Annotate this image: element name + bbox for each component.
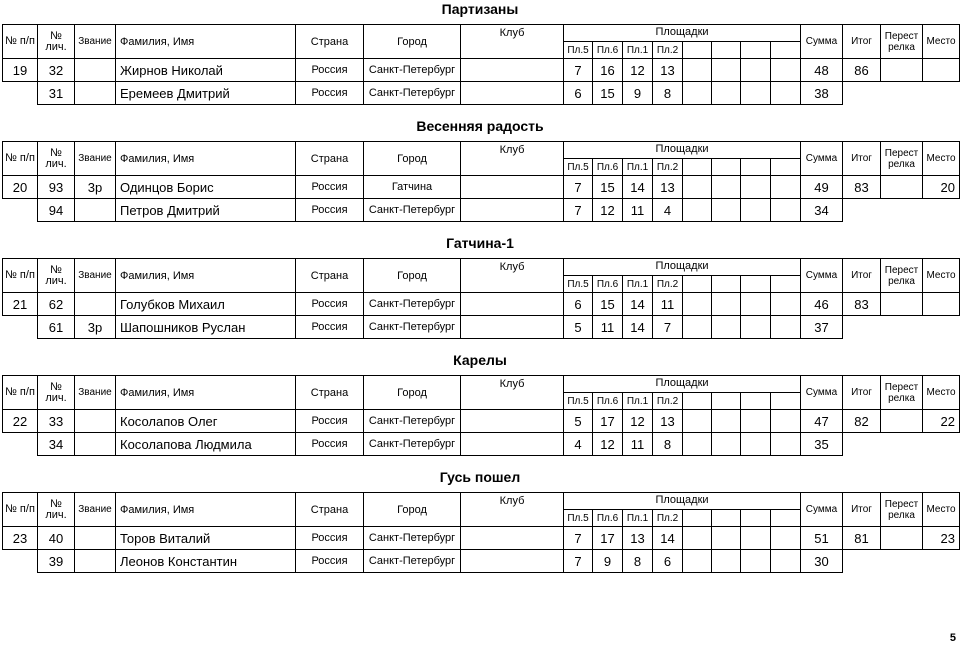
player-city: Санкт-Петербург — [363, 315, 461, 339]
player-score-empty — [740, 315, 771, 339]
col-header-place: Место — [922, 492, 960, 527]
team-total: 81 — [842, 526, 881, 550]
col-header-total: Итог — [842, 492, 881, 527]
player-club — [460, 549, 564, 573]
player-city: Санкт-Петербург — [363, 81, 461, 105]
player-score: 11 — [622, 198, 653, 222]
col-header-platforms: Площадки — [563, 141, 801, 159]
team-index: 22 — [2, 409, 38, 433]
team-index: 20 — [2, 175, 38, 199]
player-score: 16 — [592, 58, 623, 82]
player-score: 12 — [622, 409, 653, 433]
player-score-empty — [682, 58, 712, 82]
player-country: Россия — [295, 549, 364, 573]
player-name: Жирнов Николай — [115, 58, 296, 82]
player-name: Еремеев Дмитрий — [115, 81, 296, 105]
team-title: Весенняя радость — [416, 118, 544, 134]
player-score-empty — [770, 409, 801, 433]
col-header-platform: Пл.2 — [652, 509, 683, 527]
player-rank — [74, 292, 116, 316]
col-header-platform-empty — [682, 158, 712, 176]
player-score: 14 — [622, 292, 653, 316]
player-sum: 48 — [800, 58, 843, 82]
player-city: Санкт-Петербург — [363, 549, 461, 573]
player-rank — [74, 58, 116, 82]
player-club — [460, 58, 564, 82]
player-sum: 47 — [800, 409, 843, 433]
player-score-empty — [740, 198, 771, 222]
player-score-empty — [711, 58, 741, 82]
player-license: 40 — [37, 526, 75, 550]
team-total: 82 — [842, 409, 881, 433]
player-score-empty — [770, 292, 801, 316]
col-header-place: Место — [922, 258, 960, 293]
player-city: Санкт-Петербург — [363, 292, 461, 316]
player-rank: 3р — [74, 175, 116, 199]
player-score-empty — [740, 292, 771, 316]
col-header-platform: Пл.2 — [652, 392, 683, 410]
player-score: 12 — [592, 432, 623, 456]
player-sum: 35 — [800, 432, 843, 456]
col-header-platform: Пл.2 — [652, 275, 683, 293]
player-score: 13 — [652, 58, 683, 82]
player-score-empty — [740, 409, 771, 433]
player-rank — [74, 409, 116, 433]
col-header-platform-empty — [740, 158, 771, 176]
col-header-platform: Пл.1 — [622, 275, 653, 293]
player-score-empty — [711, 198, 741, 222]
player-score-empty — [770, 175, 801, 199]
player-rank — [74, 526, 116, 550]
player-score: 6 — [563, 292, 593, 316]
player-city: Гатчина — [363, 175, 461, 199]
player-sum: 46 — [800, 292, 843, 316]
player-score-empty — [711, 409, 741, 433]
col-header-club: Клуб — [460, 492, 564, 527]
col-header-platforms: Площадки — [563, 258, 801, 276]
col-header-platform-empty — [711, 392, 741, 410]
col-header-platform: Пл.1 — [622, 41, 653, 59]
player-license: 93 — [37, 175, 75, 199]
player-country: Россия — [295, 292, 364, 316]
player-city: Санкт-Петербург — [363, 432, 461, 456]
col-header-platform-empty — [770, 509, 801, 527]
team-table — [0, 488, 960, 582]
player-score: 13 — [622, 526, 653, 550]
col-header-city: Город — [363, 258, 461, 293]
player-sum: 38 — [800, 81, 843, 105]
player-rank: 3р — [74, 315, 116, 339]
player-score-empty — [740, 526, 771, 550]
col-header-platform: Пл.5 — [563, 275, 593, 293]
team-block — [0, 234, 960, 349]
player-score: 8 — [622, 549, 653, 573]
player-license: 31 — [37, 81, 75, 105]
col-header-lic: № лич. — [37, 492, 75, 527]
col-header-country: Страна — [295, 258, 364, 293]
col-header-name: Фамилия, Имя — [115, 492, 296, 527]
team-total: 83 — [842, 175, 881, 199]
player-name: Леонов Константин — [115, 549, 296, 573]
player-rank — [74, 198, 116, 222]
col-header-num: № п/п — [2, 492, 38, 527]
player-sum: 51 — [800, 526, 843, 550]
col-header-platform: Пл.2 — [652, 41, 683, 59]
col-header-rank: Звание — [74, 24, 116, 59]
col-header-platform: Пл.1 — [622, 509, 653, 527]
player-score-empty — [711, 81, 741, 105]
col-header-place: Место — [922, 375, 960, 410]
player-score-empty — [711, 315, 741, 339]
team-place — [922, 292, 960, 316]
col-header-total: Итог — [842, 258, 881, 293]
player-score: 15 — [592, 292, 623, 316]
player-score: 7 — [563, 175, 593, 199]
player-score: 6 — [563, 81, 593, 105]
col-header-platforms: Площадки — [563, 375, 801, 393]
col-header-club: Клуб — [460, 24, 564, 59]
player-score-empty — [682, 409, 712, 433]
team-block — [0, 117, 960, 232]
player-score: 5 — [563, 315, 593, 339]
team-table — [0, 137, 960, 231]
col-header-platform: Пл.5 — [563, 158, 593, 176]
player-name: Косолапова Людмила — [115, 432, 296, 456]
col-header-rank: Звание — [74, 375, 116, 410]
col-header-lic: № лич. — [37, 375, 75, 410]
col-header-name: Фамилия, Имя — [115, 141, 296, 176]
team-title: Партизаны — [441, 1, 519, 17]
col-header-platform-empty — [711, 41, 741, 59]
col-header-sum: Сумма — [800, 375, 843, 410]
team-place — [922, 58, 960, 82]
col-header-place: Место — [922, 141, 960, 176]
player-country: Россия — [295, 58, 364, 82]
col-header-platform-empty — [740, 275, 771, 293]
player-license: 34 — [37, 432, 75, 456]
player-country: Россия — [295, 315, 364, 339]
col-header-name: Фамилия, Имя — [115, 375, 296, 410]
player-score-empty — [682, 432, 712, 456]
col-header-num: № п/п — [2, 141, 38, 176]
player-score: 4 — [652, 198, 683, 222]
col-header-platform-empty — [770, 41, 801, 59]
col-header-platform: Пл.1 — [622, 392, 653, 410]
col-header-club: Клуб — [460, 375, 564, 410]
player-license: 32 — [37, 58, 75, 82]
player-score-empty — [682, 175, 712, 199]
col-header-num: № п/п — [2, 24, 38, 59]
col-header-sum: Сумма — [800, 492, 843, 527]
player-name: Торов Виталий — [115, 526, 296, 550]
player-sum: 34 — [800, 198, 843, 222]
player-club — [460, 409, 564, 433]
player-score-empty — [711, 526, 741, 550]
player-name: Голубков Михаил — [115, 292, 296, 316]
player-name: Петров Дмитрий — [115, 198, 296, 222]
team-total: 83 — [842, 292, 881, 316]
col-header-country: Страна — [295, 24, 364, 59]
player-club — [460, 175, 564, 199]
col-header-platform: Пл.5 — [563, 41, 593, 59]
player-score-empty — [711, 292, 741, 316]
col-header-platform: Пл.5 — [563, 509, 593, 527]
player-score: 6 — [652, 549, 683, 573]
col-header-sum: Сумма — [800, 141, 843, 176]
player-country: Россия — [295, 432, 364, 456]
col-header-platform-empty — [770, 275, 801, 293]
player-score-empty — [711, 432, 741, 456]
col-header-place: Место — [922, 24, 960, 59]
col-header-platform-empty — [770, 392, 801, 410]
player-score-empty — [740, 549, 771, 573]
team-place: 23 — [922, 526, 960, 550]
player-score: 8 — [652, 81, 683, 105]
player-score: 13 — [652, 175, 683, 199]
player-score: 9 — [592, 549, 623, 573]
player-rank — [74, 549, 116, 573]
player-license: 61 — [37, 315, 75, 339]
col-header-platform: Пл.5 — [563, 392, 593, 410]
col-header-name: Фамилия, Имя — [115, 24, 296, 59]
player-score: 7 — [563, 58, 593, 82]
team-place: 20 — [922, 175, 960, 199]
player-name: Шапошников Руслан — [115, 315, 296, 339]
team-replay — [880, 526, 923, 550]
col-header-replay: Перест релка — [880, 492, 923, 527]
player-score: 15 — [592, 175, 623, 199]
team-table — [0, 254, 960, 348]
col-header-platform-empty — [682, 275, 712, 293]
col-header-country: Страна — [295, 492, 364, 527]
col-header-platform-empty — [711, 275, 741, 293]
col-header-country: Страна — [295, 141, 364, 176]
player-score: 11 — [652, 292, 683, 316]
player-license: 33 — [37, 409, 75, 433]
player-score-empty — [740, 81, 771, 105]
team-index: 23 — [2, 526, 38, 550]
player-score: 12 — [592, 198, 623, 222]
player-score: 7 — [652, 315, 683, 339]
col-header-replay: Перест релка — [880, 141, 923, 176]
player-club — [460, 315, 564, 339]
col-header-lic: № лич. — [37, 258, 75, 293]
col-header-rank: Звание — [74, 492, 116, 527]
player-name: Одинцов Борис — [115, 175, 296, 199]
team-replay — [880, 175, 923, 199]
player-score-empty — [682, 292, 712, 316]
player-score-empty — [770, 58, 801, 82]
col-header-club: Клуб — [460, 141, 564, 176]
player-score: 12 — [622, 58, 653, 82]
col-header-platform-empty — [682, 509, 712, 527]
col-header-platform: Пл.6 — [592, 158, 623, 176]
player-sum: 37 — [800, 315, 843, 339]
col-header-platform: Пл.6 — [592, 41, 623, 59]
player-score-empty — [682, 81, 712, 105]
player-score-empty — [770, 198, 801, 222]
col-header-platform: Пл.6 — [592, 275, 623, 293]
col-header-name: Фамилия, Имя — [115, 258, 296, 293]
player-score: 7 — [563, 198, 593, 222]
player-city: Санкт-Петербург — [363, 409, 461, 433]
team-index: 19 — [2, 58, 38, 82]
player-license: 39 — [37, 549, 75, 573]
player-license: 94 — [37, 198, 75, 222]
player-score: 9 — [622, 81, 653, 105]
col-header-lic: № лич. — [37, 141, 75, 176]
player-score: 17 — [592, 409, 623, 433]
player-score: 4 — [563, 432, 593, 456]
col-header-platform: Пл.6 — [592, 509, 623, 527]
team-title: Гусь пошел — [439, 469, 521, 485]
player-name: Косолапов Олег — [115, 409, 296, 433]
col-header-platform-empty — [682, 392, 712, 410]
col-header-city: Город — [363, 141, 461, 176]
player-license: 62 — [37, 292, 75, 316]
team-replay — [880, 58, 923, 82]
player-country: Россия — [295, 409, 364, 433]
team-place: 22 — [922, 409, 960, 433]
player-score-empty — [711, 549, 741, 573]
player-score: 15 — [592, 81, 623, 105]
team-table — [0, 371, 960, 465]
col-header-platform-empty — [682, 41, 712, 59]
col-header-sum: Сумма — [800, 24, 843, 59]
team-replay — [880, 292, 923, 316]
player-country: Россия — [295, 526, 364, 550]
player-score-empty — [740, 58, 771, 82]
col-header-club: Клуб — [460, 258, 564, 293]
player-score-empty — [682, 526, 712, 550]
player-score-empty — [740, 175, 771, 199]
col-header-total: Итог — [842, 141, 881, 176]
player-score-empty — [682, 198, 712, 222]
player-rank — [74, 432, 116, 456]
col-header-replay: Перест релка — [880, 258, 923, 293]
player-score-empty — [711, 175, 741, 199]
col-header-num: № п/п — [2, 258, 38, 293]
player-club — [460, 526, 564, 550]
col-header-replay: Перест релка — [880, 24, 923, 59]
col-header-rank: Звание — [74, 258, 116, 293]
player-score-empty — [740, 432, 771, 456]
col-header-platforms: Площадки — [563, 492, 801, 510]
team-total: 86 — [842, 58, 881, 82]
player-club — [460, 432, 564, 456]
player-score: 7 — [563, 526, 593, 550]
player-score: 17 — [592, 526, 623, 550]
player-club — [460, 292, 564, 316]
col-header-platform-empty — [770, 158, 801, 176]
team-title: Карелы — [453, 352, 507, 368]
player-score: 8 — [652, 432, 683, 456]
team-title: Гатчина-1 — [446, 235, 514, 251]
col-header-num: № п/п — [2, 375, 38, 410]
player-sum: 49 — [800, 175, 843, 199]
player-city: Санкт-Петербург — [363, 198, 461, 222]
col-header-sum: Сумма — [800, 258, 843, 293]
col-header-city: Город — [363, 375, 461, 410]
player-score: 11 — [592, 315, 623, 339]
team-block — [0, 0, 960, 115]
player-score-empty — [682, 549, 712, 573]
col-header-lic: № лич. — [37, 24, 75, 59]
player-score: 14 — [622, 175, 653, 199]
player-country: Россия — [295, 81, 364, 105]
col-header-country: Страна — [295, 375, 364, 410]
player-score: 11 — [622, 432, 653, 456]
col-header-total: Итог — [842, 24, 881, 59]
player-club — [460, 198, 564, 222]
team-block — [0, 468, 960, 583]
player-score-empty — [682, 315, 712, 339]
player-city: Санкт-Петербург — [363, 58, 461, 82]
col-header-platform: Пл.1 — [622, 158, 653, 176]
player-rank — [74, 81, 116, 105]
player-sum: 30 — [800, 549, 843, 573]
player-country: Россия — [295, 175, 364, 199]
player-score-empty — [770, 526, 801, 550]
player-score-empty — [770, 81, 801, 105]
player-score-empty — [770, 315, 801, 339]
col-header-platform-empty — [740, 41, 771, 59]
team-index: 21 — [2, 292, 38, 316]
col-header-platform-empty — [740, 509, 771, 527]
player-city: Санкт-Петербург — [363, 526, 461, 550]
col-header-replay: Перест релка — [880, 375, 923, 410]
col-header-platform-empty — [711, 158, 741, 176]
player-score: 14 — [652, 526, 683, 550]
col-header-platform-empty — [740, 392, 771, 410]
player-score-empty — [770, 432, 801, 456]
col-header-total: Итог — [842, 375, 881, 410]
col-header-city: Город — [363, 24, 461, 59]
page-number: 5 — [949, 632, 956, 644]
col-header-platforms: Площадки — [563, 24, 801, 42]
team-block — [0, 351, 960, 466]
player-score: 14 — [622, 315, 653, 339]
player-score: 7 — [563, 549, 593, 573]
player-score-empty — [770, 549, 801, 573]
team-table — [0, 20, 960, 114]
col-header-platform: Пл.6 — [592, 392, 623, 410]
player-club — [460, 81, 564, 105]
player-score: 13 — [652, 409, 683, 433]
player-score: 5 — [563, 409, 593, 433]
team-replay — [880, 409, 923, 433]
col-header-rank: Звание — [74, 141, 116, 176]
col-header-platform-empty — [711, 509, 741, 527]
col-header-city: Город — [363, 492, 461, 527]
col-header-platform: Пл.2 — [652, 158, 683, 176]
player-country: Россия — [295, 198, 364, 222]
